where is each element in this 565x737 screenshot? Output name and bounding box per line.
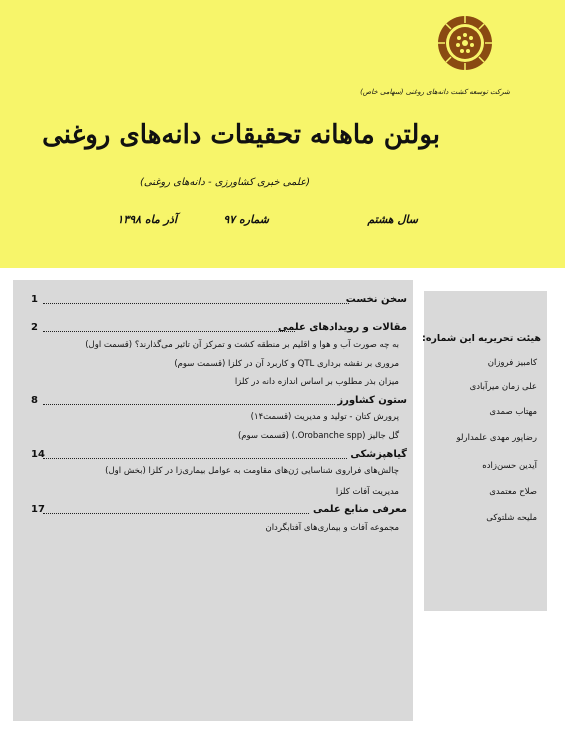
leader-dots — [43, 331, 295, 332]
toc-section[interactable] — [19, 395, 407, 409]
bulletin-subtitle: (علمی خبری کشاورزی - دانه‌های روغنی) — [139, 177, 310, 188]
cover-header — [0, 0, 565, 268]
editorial-board — [424, 291, 547, 611]
leader-dots — [43, 513, 309, 514]
toc-item[interactable]: گل جالیز (Orobanche spp.) (قسمت سوم) — [237, 431, 399, 441]
editor-name: آیدین حسن‌زاده — [482, 461, 537, 471]
toc-section[interactable] — [19, 449, 407, 463]
toc-section-title: معرفی منابع علمی — [312, 504, 407, 515]
toc-item[interactable]: مروری بر نقشه برداری QTL و کاربرد آن در کلزا (قسمت سوم) — [174, 359, 399, 369]
leader-dots — [43, 404, 335, 405]
toc-page-number: 14 — [31, 449, 45, 460]
issue-date: آذر ماه ۱۳۹۸ — [117, 213, 177, 226]
toc-section[interactable] — [19, 322, 407, 336]
logo-caption: شرکت توسعه کشت دانه‌های روغنی (سهامی خاص) — [360, 88, 510, 96]
editor-name: مهتاب صمدی — [489, 407, 537, 417]
leader-dots — [43, 458, 347, 459]
toc-item[interactable]: مجموعه آفات و بیماری‌های آفتابگردان — [265, 523, 399, 533]
editor-name: علی زمان میرآبادی — [469, 382, 537, 392]
issue-number: شماره ۹۷ — [223, 213, 269, 226]
editorial-board-heading: هیئت تحریریه این شماره: — [422, 333, 541, 344]
toc-section-title: ستون کشاورز — [337, 395, 407, 406]
leader-dots — [43, 303, 349, 304]
toc-item[interactable]: به چه صورت آب و هوا و اقلیم بر منطقه کشت و تمرکز آن تاثیر می‌گذارند؟ (قسمت اول) — [85, 340, 399, 350]
issue-year: سال هشتم — [367, 213, 418, 226]
toc-section-title: مقالات و رویدادهای علمی — [278, 322, 407, 333]
editor-name: رضاپور مهدی علمدارلو — [456, 433, 537, 443]
table-of-contents — [13, 280, 413, 721]
toc-page-number: 8 — [31, 395, 38, 406]
toc-item[interactable]: مدیریت آفات کلزا — [335, 487, 399, 497]
toc-item[interactable]: چالش‌های فراروی شناسایی ژن‌های مقاومت به عوامل بیماری‌زا در کلزا (بخش اول) — [105, 466, 399, 476]
editor-name: ملیحه شلتوکی — [486, 513, 537, 523]
toc-section[interactable] — [19, 504, 407, 518]
editor-name: کامبیز فروزان — [487, 358, 537, 368]
toc-section[interactable] — [19, 294, 407, 308]
toc-page-number: 17 — [31, 504, 45, 515]
toc-page-number: 2 — [31, 322, 38, 333]
toc-section-title: گیاهپزشکی — [350, 449, 407, 460]
toc-section-title: سخن نخست — [345, 294, 407, 305]
toc-page-number: 1 — [31, 294, 38, 305]
toc-item[interactable]: پرورش کتان - تولید و مدیریت (قسمت۱۴) — [250, 412, 399, 422]
toc-item[interactable]: میزان بذر مطلوب بر اساس اندازه دانه در کلزا — [234, 377, 399, 387]
bulletin-title: بولتن ماهانه تحقیقات دانه‌های روغنی — [42, 120, 440, 150]
sunflower-logo-icon — [436, 14, 494, 72]
editor-name: صلاح معتمدی — [489, 487, 537, 497]
